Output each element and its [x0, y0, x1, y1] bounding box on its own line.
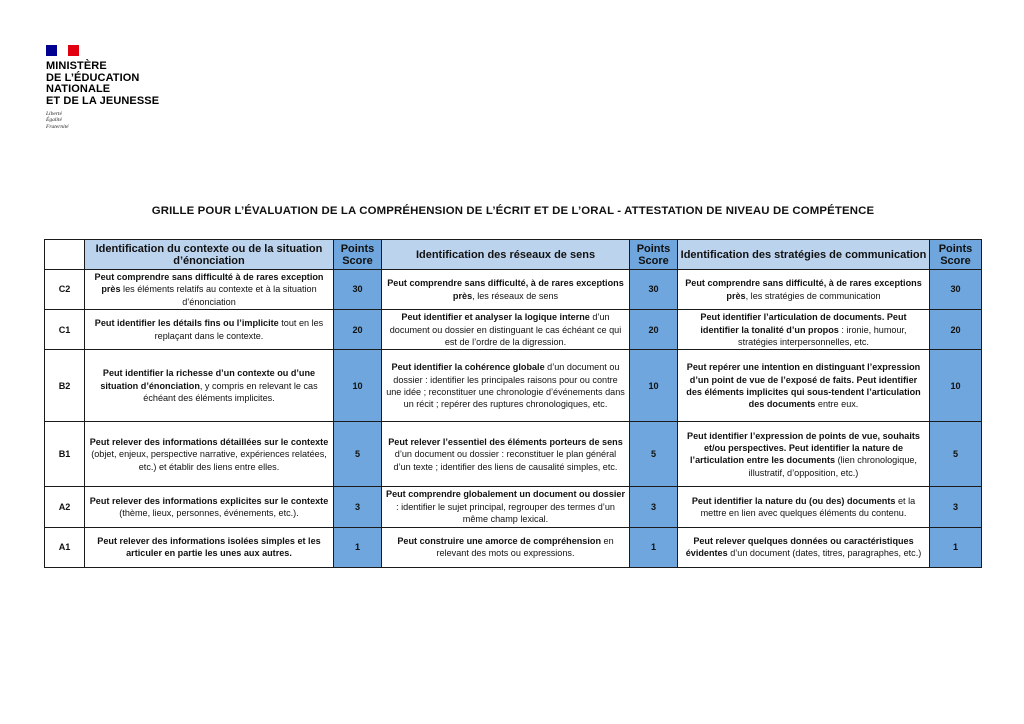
header-strategies: Identification des stratégies de communication [678, 240, 930, 270]
ministry-line: ET DE LA JEUNESSE [46, 94, 160, 107]
descriptor-text: : identifier le sujet principal, regrouper des termes d’un même champ lexical. [396, 501, 615, 525]
header-row [45, 240, 982, 270]
descriptor-bold-text: Peut relever des informations détaillées sur le contexte [89, 436, 329, 447]
descriptor-bold-text: Peut identifier la nature du (ou des) documents [691, 495, 896, 506]
descriptor-strategies [678, 310, 930, 350]
descriptor-bold-text: Peut identifier la cohérence globale [391, 362, 545, 373]
descriptor-strategies [678, 487, 930, 527]
ministry-line: NATIONALE [46, 83, 111, 95]
header-networks: Identification des réseaux de sens [382, 240, 630, 270]
descriptor-text: les éléments relatifs au contexte et à la situation d’énonciation [120, 284, 317, 307]
descriptor-text: tout en les replaçant dans le contexte. [154, 318, 324, 341]
flag-stripe-blue [46, 45, 57, 56]
score-value: 3 [334, 487, 382, 527]
score-value: 30 [630, 270, 678, 310]
descriptor-text: (objet, enjeux, perspective narrative, expériences relatées, etc.) et établir des liens entre elles. [91, 449, 327, 472]
score-value: 10 [630, 350, 678, 422]
french-flag-icon [46, 45, 79, 56]
descriptor-bold-text: Peut comprendre globalement un document ou dossier [386, 489, 625, 500]
descriptor-bold-text: Peut comprendre sans difficulté, à de rares exceptions près [387, 278, 624, 301]
descriptor-context [85, 422, 334, 487]
level-label: B2 [45, 350, 85, 422]
descriptor-text: et la mettre en lien avec quelques éléments du contenu. [700, 495, 916, 519]
descriptor-context [85, 350, 334, 422]
score-value: 3 [930, 487, 982, 527]
descriptor-bold-text: Peut relever des informations isolées simples et les articuler en partie les unes aux autres. [97, 535, 321, 559]
header-points: Points Score [630, 240, 678, 270]
descriptor-context [85, 310, 334, 350]
descriptor-strategies [678, 422, 930, 487]
grid-row [45, 422, 982, 487]
score-value: 10 [334, 350, 382, 422]
descriptor-text: d’un document (dates, titres, paragraphes, etc.) [727, 548, 922, 559]
score-value: 3 [630, 487, 678, 527]
score-value: 20 [630, 310, 678, 350]
motto-line: Égalité [46, 117, 62, 124]
descriptor-context [85, 270, 334, 310]
republic-motto [46, 111, 206, 130]
level-label: A1 [45, 527, 85, 567]
ministry-logo [46, 45, 206, 130]
score-value: 5 [630, 422, 678, 487]
score-value: 30 [334, 270, 382, 310]
descriptor-context [85, 527, 334, 567]
descriptor-text: en relevant des mots ou expressions. [436, 535, 614, 559]
grid-row [45, 487, 982, 527]
score-value: 20 [334, 310, 382, 350]
descriptor-bold-text: Peut comprendre sans difficulté à de rares exception près [94, 272, 324, 295]
grid-body [45, 270, 982, 568]
motto-line: Fraternité [46, 123, 69, 130]
descriptor-text: , y compris en relevant le cas échéant des éléments implicites. [143, 380, 318, 404]
descriptor-text: d’un document ou dossier : reconstituer le plan général d’un texte ; identifier des liens de causalité simples, etc. [393, 449, 618, 472]
descriptor-networks [382, 422, 630, 487]
descriptor-networks [382, 310, 630, 350]
descriptor-bold-text: Peut comprendre sans difficulté, à de rares exceptions près [685, 278, 922, 301]
score-value: 1 [930, 527, 982, 567]
grid-row [45, 310, 982, 350]
flag-stripe-red [68, 45, 79, 56]
descriptor-text: : ironie, humour, stratégies interpersonnelles, etc. [738, 324, 907, 348]
descriptor-text: entre eux. [815, 399, 859, 410]
descriptor-text: (lien chronologique, illustratif, d’opposition, etc.) [748, 455, 917, 478]
grid-row [45, 350, 982, 422]
document-title: GRILLE POUR L’ÉVALUATION DE LA COMPRÉHENSION DE L’ÉCRIT ET DE L’ORAL - ATTESTATION DE NIVEAU DE COMPÉTENCE [151, 205, 875, 217]
ministry-line: MINISTÈRE [46, 60, 107, 72]
descriptor-context [85, 487, 334, 527]
header-points: Points Score [930, 240, 982, 270]
descriptor-bold-text: Peut relever l’essentiel des éléments porteurs de sens [388, 436, 623, 447]
ministry-name [46, 61, 206, 107]
descriptor-text: , les stratégies de communication [745, 290, 881, 301]
descriptor-bold-text: Peut identifier et analyser la logique interne [401, 312, 590, 323]
header-context: Identification du contexte ou de la situation d’énonciation [85, 240, 334, 270]
descriptor-text: d’un document ou dossier en distinguant le cas échéant ce qui est de l’ordre de la digression. [389, 312, 622, 348]
descriptor-text: (thème, lieux, personnes, événements, etc.). [119, 508, 299, 519]
descriptor-networks [382, 487, 630, 527]
level-label: B1 [45, 422, 85, 487]
grid-row [45, 527, 982, 567]
score-value: 1 [334, 527, 382, 567]
motto-line: Liberté [46, 111, 62, 117]
score-value: 5 [930, 422, 982, 487]
descriptor-bold-text: Peut construire une amorce de compréhension [397, 535, 601, 546]
evaluation-grid [44, 239, 982, 568]
descriptor-networks [382, 527, 630, 567]
score-value: 1 [630, 527, 678, 567]
score-value: 30 [930, 270, 982, 310]
grid-row [45, 270, 982, 310]
descriptor-bold-text: Peut repérer une intention en distinguant l’expression d’un point de vue de l’exposé de faits. Peut identifier des éléments implicites qui sous-tendent l’articulation des documents [686, 362, 921, 410]
descriptor-strategies [678, 270, 930, 310]
descriptor-bold-text: Peut identifier les détails fins ou l’implicite [94, 318, 279, 329]
descriptor-networks [382, 350, 630, 422]
score-value: 5 [334, 422, 382, 487]
descriptor-text: d’un document ou dossier : identifier les principales raisons pour ou contre une idée ; reconstituer une chronologie d’événements dans un récit ; repérer des ruptures chronologiques, etc. [386, 362, 625, 410]
descriptor-networks [382, 270, 630, 310]
descriptor-bold-text: Peut identifier la richesse d’un contexte ou d’une situation d’énonciation [100, 368, 316, 391]
descriptor-bold-text: Peut relever des informations explicites sur le contexte [89, 495, 329, 506]
descriptor-text: , les réseaux de sens [472, 290, 559, 301]
header-points: Points Score [334, 240, 382, 270]
descriptor-bold-text: Peut identifier l’articulation de documents. Peut identifier la tonalité d’un propos [700, 312, 907, 335]
score-value: 10 [930, 350, 982, 422]
header-level-cell [45, 240, 85, 270]
descriptor-strategies [678, 527, 930, 567]
descriptor-bold-text: Peut relever quelques données ou caractéristiques évidentes [685, 535, 914, 559]
descriptor-strategies [678, 350, 930, 422]
level-label: A2 [45, 487, 85, 527]
score-value: 20 [930, 310, 982, 350]
level-label: C1 [45, 310, 85, 350]
descriptor-bold-text: Peut identifier l’expression de points de vue, souhaits et/ou perspectives. Peut identifier la nature de l’articulation entre les documents [687, 430, 920, 466]
flag-stripe-white [57, 45, 68, 56]
ministry-line: DE L’ÉDUCATION [46, 71, 140, 84]
level-label: C2 [45, 270, 85, 310]
